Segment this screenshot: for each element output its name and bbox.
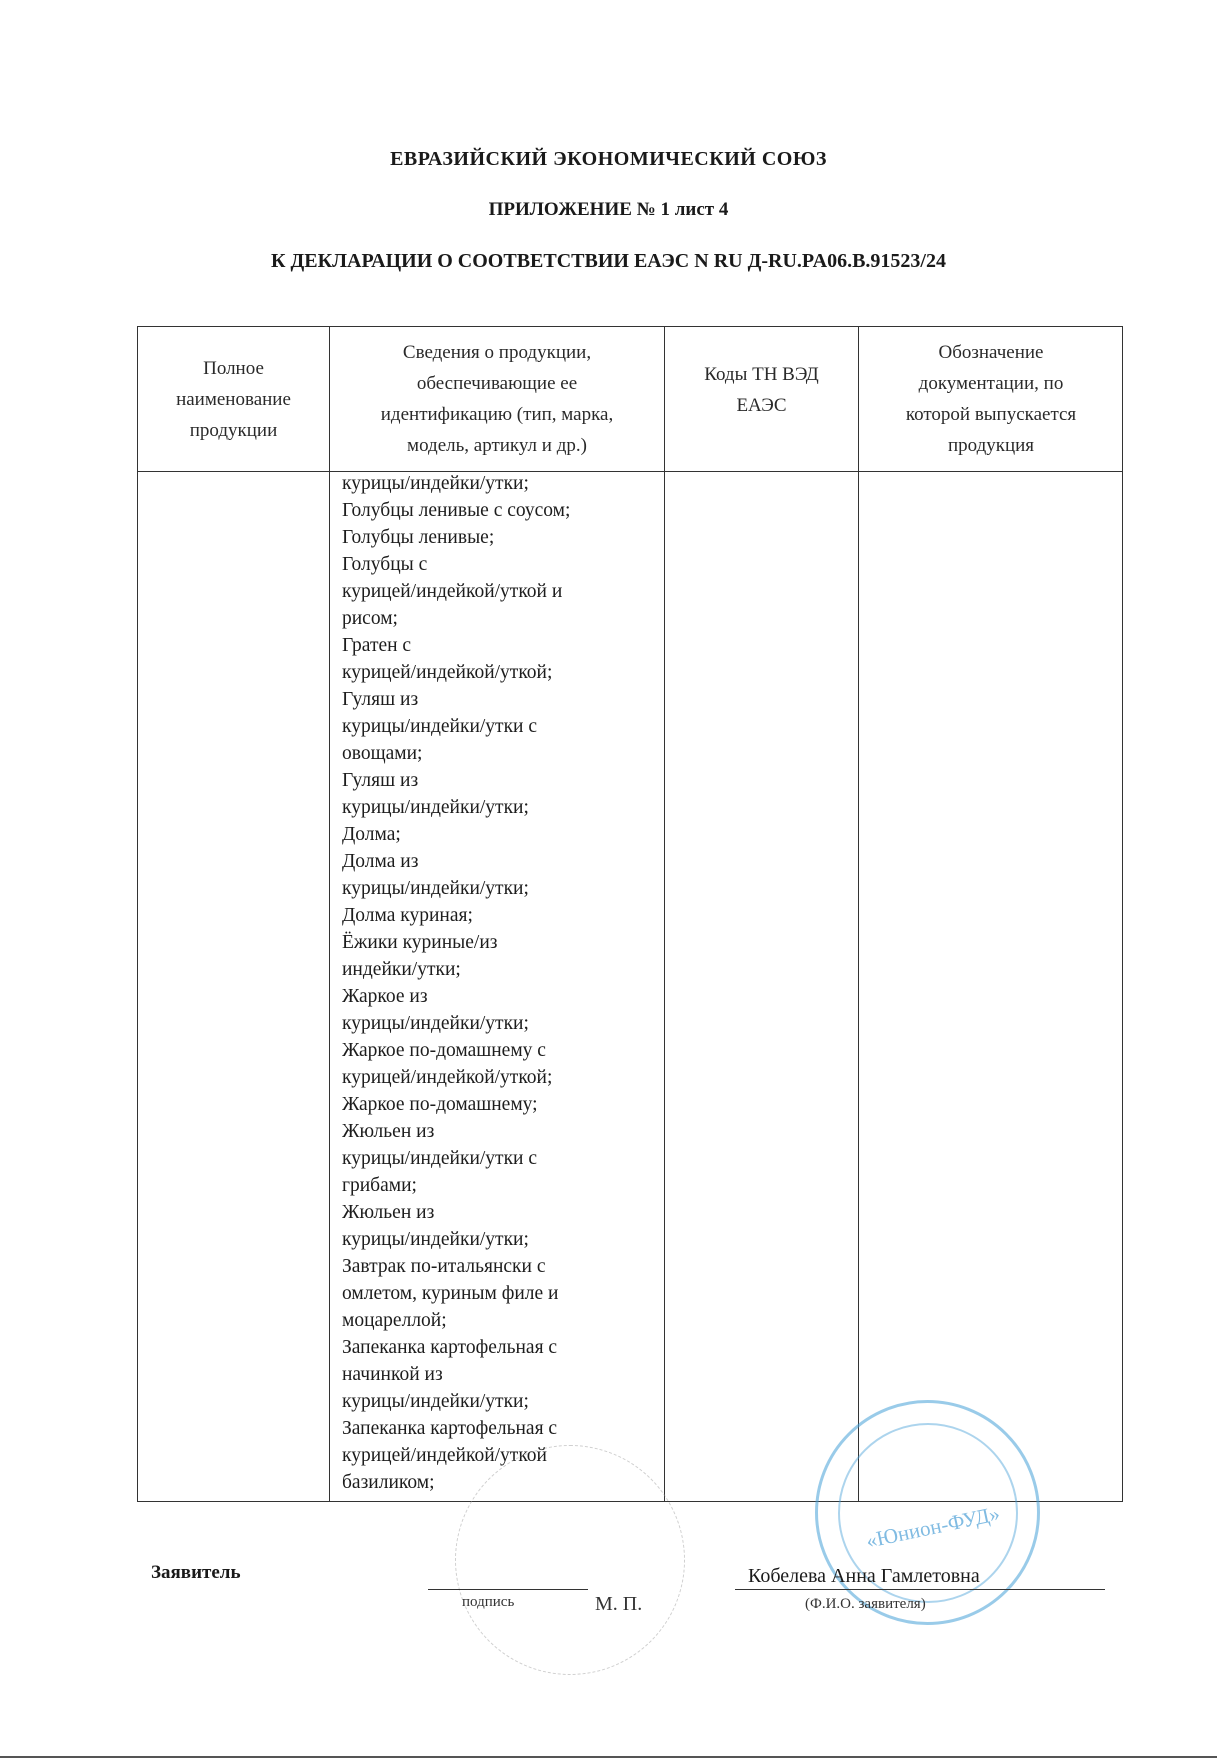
signature-caption: подпись [462, 1594, 515, 1610]
header-text: Сведения о продукции, [402, 342, 592, 363]
stamp-place-label: М. П. [595, 1593, 643, 1615]
scan-edge-line [0, 1756, 1217, 1758]
header-text: которой выпускается [905, 404, 1077, 425]
product-line: начинкой из [342, 1364, 443, 1385]
product-line: курицы/индейки/утки; [342, 878, 529, 899]
product-list [342, 470, 662, 1496]
product-line: Завтрак по-итальянски с [342, 1256, 546, 1277]
product-line: Запеканка картофельная с [342, 1337, 558, 1358]
product-line: индейки/утки; [342, 959, 461, 980]
declaration-title: К ДЕКЛАРАЦИИ О СООТВЕТСТВИИ ЕАЭС N RU Д-RU.PA06.B.91523/24 [271, 250, 946, 272]
product-line: Запеканка картофельная с [342, 1418, 558, 1439]
product-line: курицы/индейки/утки; [342, 1013, 529, 1034]
header-cell-product-info [330, 327, 664, 471]
appendix-title: ПРИЛОЖЕНИЕ № 1 лист 4 [488, 199, 729, 220]
header-text: идентификацию (тип, марка, [380, 404, 614, 425]
product-line: курицей/индейкой/уткой; [342, 1067, 553, 1088]
header-text: наименование [176, 388, 291, 410]
product-line: Жаркое по-домашнему с [342, 1040, 546, 1061]
product-line: курицы/индейки/утки; [342, 473, 529, 494]
header-text: Обозначение [938, 342, 1044, 363]
product-line: базиликом; [342, 1472, 435, 1493]
header-cell-documentation [859, 327, 1123, 471]
company-stamp [815, 1400, 1040, 1625]
column-divider [329, 327, 330, 1501]
column-divider [858, 327, 859, 1501]
product-line: Голубцы с [342, 554, 428, 575]
product-line: курицы/индейки/утки; [342, 1229, 529, 1250]
product-line: курицей/индейкой/уткой; [342, 662, 553, 683]
product-line: курицы/индейки/утки с [342, 1148, 538, 1169]
product-line: омлетом, куриным филе и [342, 1283, 559, 1304]
header-text: ЕАЭС [736, 395, 787, 416]
product-line: курицей/индейкой/уткой и [342, 581, 563, 602]
stamp-text: «Юнион-ФУД» [863, 1501, 1002, 1553]
header-text: документации, по [918, 373, 1064, 394]
product-line: Голубцы ленивые с соусом; [342, 500, 571, 521]
product-line: грибами; [342, 1175, 417, 1196]
header-cell-product-name [138, 327, 329, 471]
header-text: обеспечивающие ее [416, 373, 578, 394]
product-line: Долма из [342, 851, 419, 872]
product-line: Долма; [342, 824, 401, 845]
header-text: продукция [947, 435, 1035, 456]
product-line: овощами; [342, 743, 423, 764]
product-line: Ёжики куриные/из [342, 932, 498, 953]
header-text: Полное [203, 357, 264, 379]
name-line [735, 1589, 1105, 1590]
product-line: Гуляш из [342, 689, 419, 710]
product-line: Жюльен из [342, 1202, 435, 1223]
product-line: курицы/индейки/утки; [342, 797, 529, 818]
product-line: Долма куриная; [342, 905, 473, 926]
applicant-label: Заявитель [151, 1562, 241, 1583]
column-divider [664, 327, 665, 1501]
product-line: курицей/индейкой/уткой [342, 1445, 547, 1466]
applicant-name: Кобелева Анна Гамлетовна [748, 1565, 980, 1587]
product-line: Голубцы ленивые; [342, 527, 495, 548]
product-line: Жюльен из [342, 1121, 435, 1142]
header-text: модель, артикул и др.) [407, 435, 587, 456]
faint-stamp-impression [455, 1445, 685, 1675]
product-line: Жаркое по-домашнему; [342, 1094, 538, 1115]
union-title: ЕВРАЗИЙСКИЙ ЭКОНОМИЧЕСКИЙ СОЮЗ [390, 148, 827, 170]
product-line: Гуляш из [342, 770, 419, 791]
name-caption: (Ф.И.О. заявителя) [805, 1596, 926, 1612]
product-line: курицы/индейки/утки с [342, 716, 538, 737]
header-text: продукции [189, 419, 278, 441]
header-cell-codes [665, 327, 858, 471]
signature-line [428, 1589, 588, 1590]
product-line: Жаркое из [342, 986, 428, 1007]
product-line: моцареллой; [342, 1310, 447, 1331]
header-text: Коды ТН ВЭД [704, 364, 819, 385]
product-line: рисом; [342, 608, 398, 629]
product-line: курицы/индейки/утки; [342, 1391, 529, 1412]
product-line: Гратен с [342, 635, 412, 656]
